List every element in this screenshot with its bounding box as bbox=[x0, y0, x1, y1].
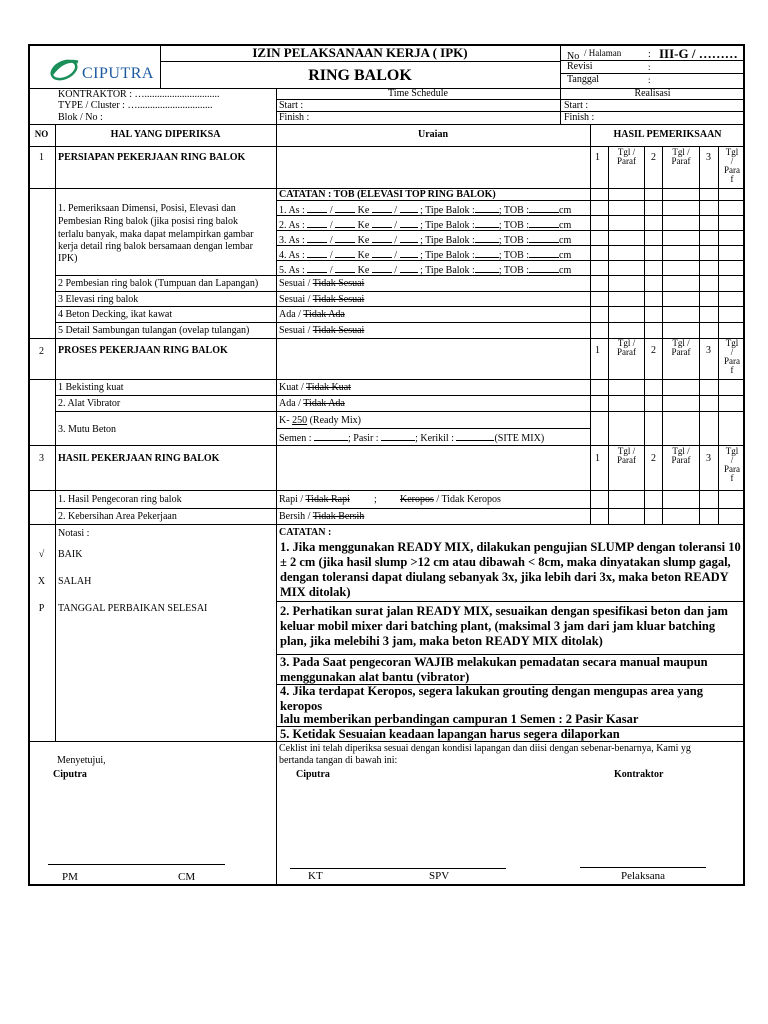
col-uraian: Uraian bbox=[418, 129, 448, 140]
tgl-label: Tgl bbox=[725, 446, 739, 456]
paraf-label: Paraf bbox=[617, 347, 636, 357]
para-f: f bbox=[730, 473, 734, 483]
check-symbol: √ bbox=[38, 549, 45, 560]
tgl-label: Tgl / bbox=[672, 446, 690, 456]
sec2-title: PROSES PEKERJAAN RING BALOK bbox=[58, 345, 228, 356]
sec1-no: 1 bbox=[39, 152, 44, 163]
sec3-item1-value-rapi: Rapi / Tidak Rapi bbox=[279, 494, 350, 505]
time-schedule-label: Time Schedule bbox=[388, 88, 448, 99]
para-label: Para bbox=[724, 464, 740, 474]
menyetujui-label: Menyetujui, bbox=[57, 755, 106, 766]
as-row: 3. As : / Ke / ; Tipe Balok : ; TOB : cm bbox=[279, 235, 572, 246]
sec2-item1: 1 Bekisting kuat bbox=[58, 382, 124, 393]
mutu-site-mix: Semen : ; Pasir : ; Kerikil : (SITE MIX) bbox=[279, 433, 545, 444]
finish-schedule: Finish : bbox=[279, 112, 310, 123]
tgl-label: Tgl / bbox=[617, 338, 636, 348]
catatan-tob: CATATAN : TOB (ELEVASI TOP RING BALOK) bbox=[279, 189, 496, 200]
sec1-item2-value: Sesuai / Tidak Sesuai bbox=[279, 278, 365, 289]
kontraktor-field: KONTRAKTOR : ….............................. bbox=[58, 89, 220, 100]
sec1-item1-line: terlalu banyak, maka dapat melampirkan gambar bbox=[58, 229, 254, 240]
ciputra-right-label: Ciputra bbox=[296, 769, 330, 780]
tgl-n1: 1 bbox=[595, 152, 600, 163]
catatan-5: 5. Ketidak Sesuaian keadaan lapangan harus segera dilaporkan bbox=[280, 727, 620, 741]
pelaksana-label: Pelaksana bbox=[621, 870, 665, 882]
tgl-label: Tgl / bbox=[672, 338, 690, 348]
as-row: 5. As : / Ke / ; Tipe Balok : ; TOB : cm bbox=[279, 265, 572, 276]
tanggal-colon: : bbox=[648, 75, 651, 85]
notasi-salah: SALAH bbox=[58, 576, 92, 587]
form-title: IZIN PELAKSANAAN KERJA ( IPK) bbox=[252, 45, 468, 60]
tgl-slash: / bbox=[730, 156, 734, 166]
x-symbol: X bbox=[37, 576, 46, 587]
sec2-item3: 3. Mutu Beton bbox=[58, 424, 117, 435]
form-subtitle: RING BALOK bbox=[308, 67, 412, 84]
tgl-n2: 2 bbox=[651, 345, 656, 356]
sec1-item3-value: Sesuai / Tidak Sesuai bbox=[279, 294, 365, 305]
tanggal-label: Tanggal bbox=[567, 74, 600, 85]
tgl-label: Tgl / bbox=[617, 147, 636, 157]
sec1-item4-value: Ada / Tidak Ada bbox=[279, 309, 345, 320]
kontraktor-label: Kontraktor bbox=[614, 769, 664, 780]
sec1-item4: 4 Beton Decking, ikat kawat bbox=[58, 309, 173, 320]
notasi-tanggal: TANGGAL PERBAIKAN SELESAI bbox=[58, 603, 208, 614]
sec2-item2: 2. Alat Vibrator bbox=[58, 398, 121, 409]
tgl-label: Tgl / bbox=[672, 147, 690, 157]
sec3-item1-value-keropos: Keropos / Tidak Keropos bbox=[400, 494, 501, 505]
sec2-item1-value: Kuat / Tidak Kuat bbox=[279, 382, 351, 393]
tgl-label: Tgl bbox=[725, 147, 739, 157]
halaman-label: / Halaman bbox=[584, 48, 622, 58]
sec2-no: 2 bbox=[39, 346, 44, 357]
sec1-item1-line: 1. Pemeriksaan Dimensi, Posisi, Elevasi dan bbox=[58, 203, 236, 214]
catatan-4b: lalu memberikan perbandingan campuran 1 Semen : 2 Pasir Kasar bbox=[280, 712, 639, 726]
col-hal: HAL YANG DIPERIKSA bbox=[110, 129, 221, 140]
sec1-item3: 3 Elevasi ring balok bbox=[58, 294, 139, 305]
sec1-item1-line: IPK) bbox=[58, 253, 78, 264]
ceklist-line1: Ceklist ini telah diperiksa sesuai dengan kondisi lapangan dan diisi dengan sebenar-benarnya, Kami yg bbox=[279, 743, 691, 754]
sec1-item5: 5 Detail Sambungan tulangan (ovelap tulangan) bbox=[58, 325, 250, 336]
revisi-label: Revisi bbox=[567, 61, 593, 72]
logo-text: CIPUTRA bbox=[82, 65, 154, 82]
tgl-label: Tgl / bbox=[617, 446, 636, 456]
sec1-title: PERSIAPAN PEKERJAAN RING BALOK bbox=[58, 152, 246, 163]
paraf-label: Paraf bbox=[617, 455, 636, 465]
catatan-4a: 4. Jika terdapat Keropos, segera lakukan grouting dengan mengupas area yang keropos bbox=[280, 684, 703, 713]
sec2-item2-value: Ada / Tidak Ada bbox=[279, 398, 345, 409]
paraf-label: Paraf bbox=[671, 347, 691, 357]
ciputra-left-label: Ciputra bbox=[53, 769, 87, 780]
as-row: 2. As : / Ke / ; Tipe Balok : ; TOB : cm bbox=[279, 220, 572, 231]
tgl-slash: / bbox=[730, 455, 734, 465]
blok-field: Blok / No : bbox=[58, 112, 103, 123]
catatan-3: 3. Pada Saat pengecoran WAJIB melakukan pemadatan secara manual maupun menggunakan alat bantu (vibrator) bbox=[280, 655, 708, 684]
sec3-item2-value: Bersih / Tidak Bersih bbox=[279, 511, 365, 522]
sec3-item1-semicolon: ; bbox=[374, 494, 377, 505]
notasi-baik: BAIK bbox=[58, 549, 83, 560]
sec1-item5-value: Sesuai / Tidak Sesuai bbox=[279, 325, 365, 336]
sec1-item2: 2 Pembesian ring balok (Tumpuan dan Lapangan) bbox=[58, 278, 259, 289]
sec1-item1-line: Pembesian Ring balok (jika posisi ring balok bbox=[58, 216, 238, 227]
spv-label: SPV bbox=[429, 870, 450, 882]
start-realisasi: Start : bbox=[564, 100, 589, 111]
para-f: f bbox=[730, 174, 734, 184]
start-schedule: Start : bbox=[279, 100, 304, 111]
tgl-n1: 1 bbox=[595, 453, 600, 464]
tgl-n3: 3 bbox=[706, 152, 711, 163]
notasi-title: Notasi : bbox=[58, 528, 90, 539]
no-label: No bbox=[567, 51, 580, 62]
paraf-label: Paraf bbox=[671, 156, 691, 166]
col-hasil: HASIL PEMERIKSAAN bbox=[613, 129, 722, 140]
as-row: 4. As : / Ke / ; Tipe Balok : ; TOB : cm bbox=[279, 250, 572, 261]
catatan-1: 1. Jika menggunakan READY MIX, dilakukan pengujian SLUMP dengan toleransi 10 ± 2 cm (jika hasil slump >12 cm atau dibawah < 8cm, maka dinyatakan slump gagal, dengan toleransi dapat diulang sebanyak 3x, jika lebih dari 3x, maka beton READY MIX ditolak) bbox=[280, 540, 741, 599]
ceklist-line2: bertanda tangan di bawah ini: bbox=[279, 755, 398, 766]
type-cluster-field: TYPE / Cluster : ….............................. bbox=[58, 100, 213, 111]
para-label: Para bbox=[724, 165, 740, 175]
as-row: 1. As : / Ke / ; Tipe Balok : ; TOB : cm bbox=[279, 205, 572, 216]
sec3-title: HASIL PEKERJAAN RING BALOK bbox=[58, 453, 220, 464]
tgl-n2: 2 bbox=[651, 152, 656, 163]
col-no: NO bbox=[34, 129, 49, 139]
sec3-item2: 2. Kebersihan Area Pekerjaan bbox=[58, 511, 177, 522]
realisasi-label: Realisasi bbox=[634, 88, 671, 99]
para-label: Para bbox=[724, 356, 740, 366]
catatan-2: 2. Perhatikan surat jalan READY MIX, sesuaikan dengan spesifikasi beton dan jam keluar mobil mixer dari batching plant, (maksimal 3 jam dari jam kluar batching plan, jika melebihi 3 jam, maka beton READY MIX ditolak) bbox=[280, 604, 728, 648]
cm-label: CM bbox=[178, 871, 196, 883]
sec3-no: 3 bbox=[39, 453, 44, 464]
kt-label: KT bbox=[308, 870, 323, 882]
tgl-n3: 3 bbox=[706, 453, 711, 464]
tgl-label: Tgl bbox=[725, 338, 739, 348]
pm-label: PM bbox=[62, 871, 78, 883]
finish-realisasi: Finish : bbox=[564, 112, 595, 123]
no-colon: : bbox=[648, 49, 651, 60]
tgl-n3: 3 bbox=[706, 345, 711, 356]
sec1-item1-line: kerja detail ring balok bersamaan dengan lembar bbox=[58, 241, 253, 252]
catatan-title: CATATAN : bbox=[279, 527, 332, 538]
no-value: III-G / ……… bbox=[659, 46, 738, 61]
p-symbol: P bbox=[38, 603, 45, 614]
para-f: f bbox=[730, 365, 734, 375]
revisi-colon: : bbox=[648, 62, 651, 72]
tgl-n2: 2 bbox=[651, 453, 656, 464]
mutu-ready-mix: K- 250 (Ready Mix) bbox=[279, 415, 361, 426]
sec3-item1: 1. Hasil Pengecoran ring balok bbox=[58, 494, 182, 505]
paraf-label: Paraf bbox=[671, 455, 691, 465]
tgl-slash: / bbox=[730, 347, 734, 357]
paraf-label: Paraf bbox=[617, 156, 636, 166]
tgl-n1: 1 bbox=[595, 345, 600, 356]
